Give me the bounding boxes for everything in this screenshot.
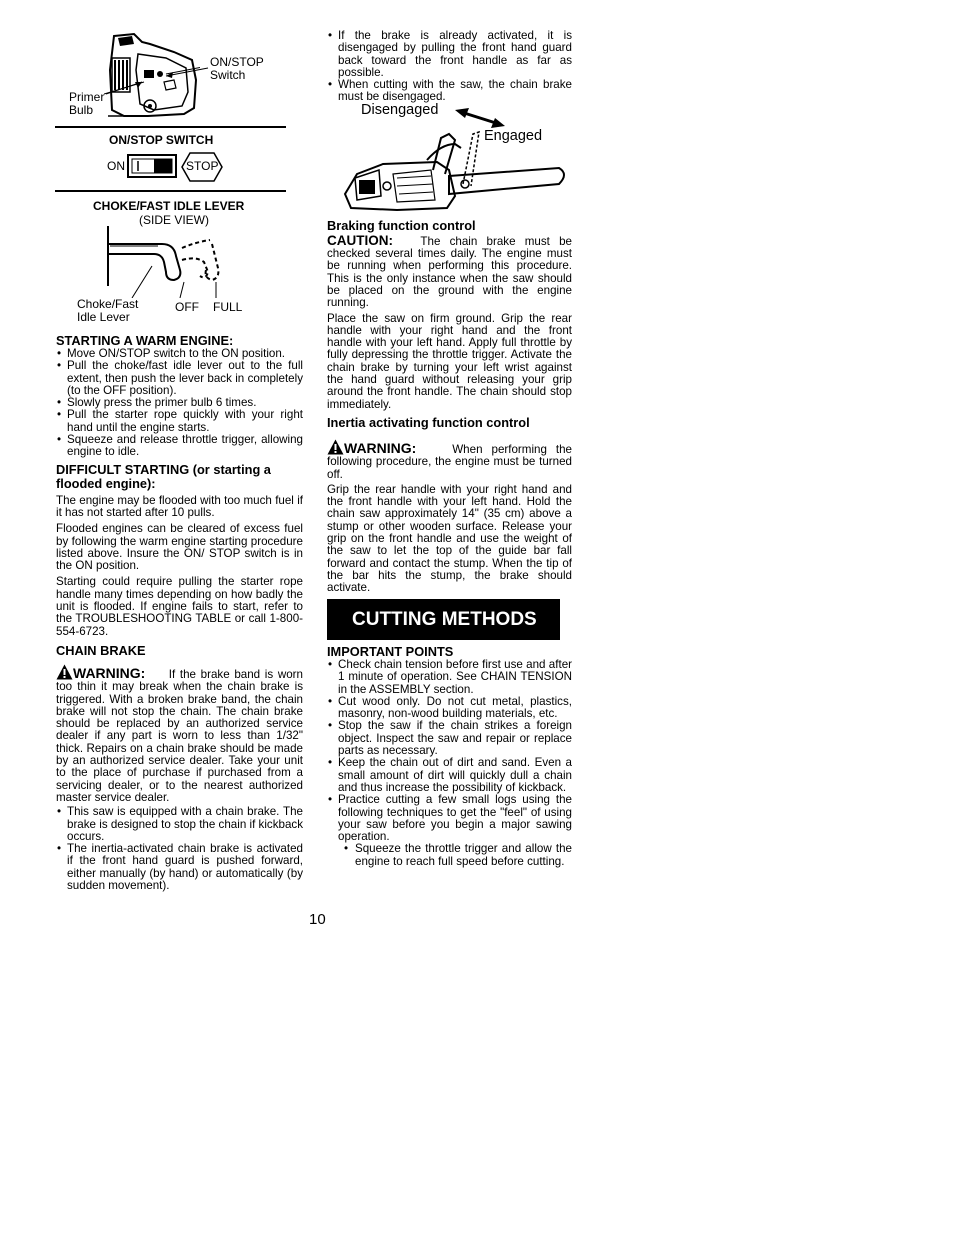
list-item: • Pull the choke/fast idle lever out to the full extent, then push the lever back in completely (to the OFF position). bbox=[56, 360, 303, 397]
brake-release-list bbox=[327, 30, 572, 104]
switch-stop-label: STOP bbox=[186, 159, 219, 173]
list-item: • Move ON/STOP switch to the ON position. bbox=[56, 348, 303, 360]
switch-figure-title: ON/STOP SWITCH bbox=[109, 133, 214, 147]
chain-brake-list bbox=[56, 806, 303, 892]
choke-lever-label-line2: Idle Lever bbox=[77, 310, 130, 324]
list-item: • Practice cutting a few small logs using the following techniques to get the "feel" of using your saw before you begin a major sawing operation. bbox=[327, 794, 572, 843]
warm-engine-heading: STARTING A WARM ENGINE: bbox=[56, 333, 234, 348]
warning-text: When performing the following procedure, the engine must be turned off. bbox=[327, 442, 573, 481]
chainsaw-illustration bbox=[337, 101, 572, 216]
caution-paragraph bbox=[327, 232, 572, 310]
difficult-paragraph-2: Flooded engines can be cleared of excess fuel by following the warm engine starting procedure listed above. Insure the ON/ STOP switch is in the ON position. bbox=[56, 522, 303, 573]
important-points-heading: IMPORTANT POINTS bbox=[327, 644, 454, 659]
right-column bbox=[327, 30, 572, 595]
difficult-paragraph-3: Starting could require pulling the starter rope handle many times depending on how badly the unit is flooded. If engine fails to start, refer to the TROUBLESHOOTING TABLE or call 1-800-554-6723. bbox=[56, 575, 303, 638]
engaged-label: Engaged bbox=[484, 127, 543, 144]
caution-label: CAUTION: bbox=[327, 232, 393, 248]
cutting-methods-banner: CUTTING METHODS bbox=[327, 599, 560, 640]
warning-icon bbox=[327, 439, 344, 455]
choke-full-label: FULL bbox=[213, 300, 243, 314]
choke-lever-label-line1: Choke/Fast bbox=[77, 297, 139, 311]
warning-text: If the brake band is worn too thin it may break when the chain brake is triggered. With a broken brake band, the chain brake will not stop the chain. The chain brake should be replaced by an authorized service dealer if any part is worn to less than 1/32" thick. Repairs on a chain brake should be made by an authorized service dealer. Take your unit to the place of purchase if purchased from a servicing dealer, or to the nearest authorized master service dealer. bbox=[56, 667, 303, 804]
primer-label-line2: Bulb bbox=[69, 103, 94, 117]
chain-brake-heading: CHAIN BRAKE bbox=[56, 642, 146, 658]
warm-engine-list bbox=[56, 348, 303, 459]
choke-off-label: OFF bbox=[175, 300, 199, 314]
braking-function-heading: Braking function control bbox=[327, 217, 476, 233]
list-item: • Keep the chain out of dirt and sand. Even a small amount of dirt will quickly dull a chain and thus increase the possibility of kickback. bbox=[327, 757, 572, 794]
engine-leader-lines bbox=[100, 58, 210, 98]
list-item: • If the brake is already activated, it is disengaged by pulling the front hand guard back toward the front handle as far as possible. bbox=[327, 30, 572, 79]
on-stop-switch-label bbox=[210, 56, 264, 82]
warning-label: WARNING: bbox=[73, 664, 146, 681]
list-item: • Check chain tension before first use and after 1 minute of operation. See CHAIN TENSION in the ASSEMBLY section. bbox=[327, 659, 572, 696]
difficult-paragraph-1: The engine may be flooded with too much fuel if it has not started after 10 pulls. bbox=[56, 493, 303, 519]
list-item: • When cutting with the saw, the chain brake must be disengaged. bbox=[327, 79, 572, 104]
choke-lever-label bbox=[77, 298, 138, 324]
left-column bbox=[56, 334, 303, 892]
page-number: 10 bbox=[309, 911, 326, 928]
disengaged-label: Disengaged bbox=[361, 101, 439, 118]
divider-top bbox=[55, 126, 286, 128]
divider-middle bbox=[55, 190, 286, 192]
primer-label-line1: Primer bbox=[69, 90, 105, 104]
braking-paragraph-2: Place the saw on firm ground. Grip the rear handle with your right hand and the front handle with your left hand. Apply full throttle by fully depressing the throttle trigger. Activate the chain brake by turning your left wrist against the hand guard without releasing your grip around the front handle. The chain should stop immediately. bbox=[327, 311, 572, 411]
list-item: • Cut wood only. Do not cut metal, plastics, masonry, non-wood building materials, etc. bbox=[327, 696, 572, 721]
choke-lever-illustration bbox=[100, 222, 230, 298]
warning-icon bbox=[56, 664, 73, 680]
on-stop-label-line2: Switch bbox=[210, 68, 246, 82]
list-item: • This saw is equipped with a chain brake. The brake is designed to stop the chain if kickback occurs. bbox=[56, 806, 303, 843]
chain-brake-warning bbox=[56, 664, 303, 804]
list-item: • Stop the saw if the chain strikes a foreign object. Inspect the saw and repair or replace parts as necessary. bbox=[327, 720, 572, 757]
list-item: • Squeeze the throttle trigger and allow the engine to reach full speed before cutting. bbox=[344, 843, 572, 868]
important-points-sublist bbox=[327, 843, 572, 868]
switch-on-label: ON bbox=[107, 159, 125, 173]
list-item: • Squeeze and release throttle trigger, allowing engine to idle. bbox=[56, 434, 303, 459]
chain-brake-figure bbox=[327, 101, 572, 217]
difficult-starting-heading: DIFFICULT STARTING (or starting a flooded engine): bbox=[56, 461, 271, 491]
warning-label: WARNING: bbox=[344, 439, 417, 456]
list-item: • Slowly press the primer bulb 6 times. bbox=[56, 397, 303, 409]
on-stop-label-line1: ON/STOP bbox=[210, 55, 264, 69]
important-points-list bbox=[327, 659, 572, 843]
important-points-section bbox=[327, 645, 572, 868]
inertia-paragraph-2: Grip the rear handle with your right hand and the front handle with your left hand. Hold the chain saw approximately 14" (35 cm) above a stump or other wooden surface. Release your grip on the front handle and use the weight of the saw to let the top of the guide bar fall forward and contact the stump. When the tip of the bar hits the stump, the brake should activate. bbox=[327, 482, 572, 595]
primer-bulb-label bbox=[69, 91, 104, 117]
caution-text: The chain brake must be checked several times daily. The engine must be running when performing this procedure. This is the only instance when the saw should be placed on the ground with the engine running. bbox=[327, 234, 572, 310]
choke-figure-title: CHOKE/FAST IDLE LEVER bbox=[93, 199, 245, 213]
choke-figure-subtitle: (SIDE VIEW) bbox=[139, 213, 210, 227]
inertia-function-heading: Inertia activating function control bbox=[327, 414, 530, 430]
list-item: • Pull the starter rope quickly with your right hand until the engine starts. bbox=[56, 409, 303, 434]
list-item: • The inertia-activated chain brake is activated if the front hand guard is pushed forward, either manually (by hand) or automatically (by sudden movement). bbox=[56, 843, 303, 892]
inertia-warning bbox=[327, 439, 572, 481]
